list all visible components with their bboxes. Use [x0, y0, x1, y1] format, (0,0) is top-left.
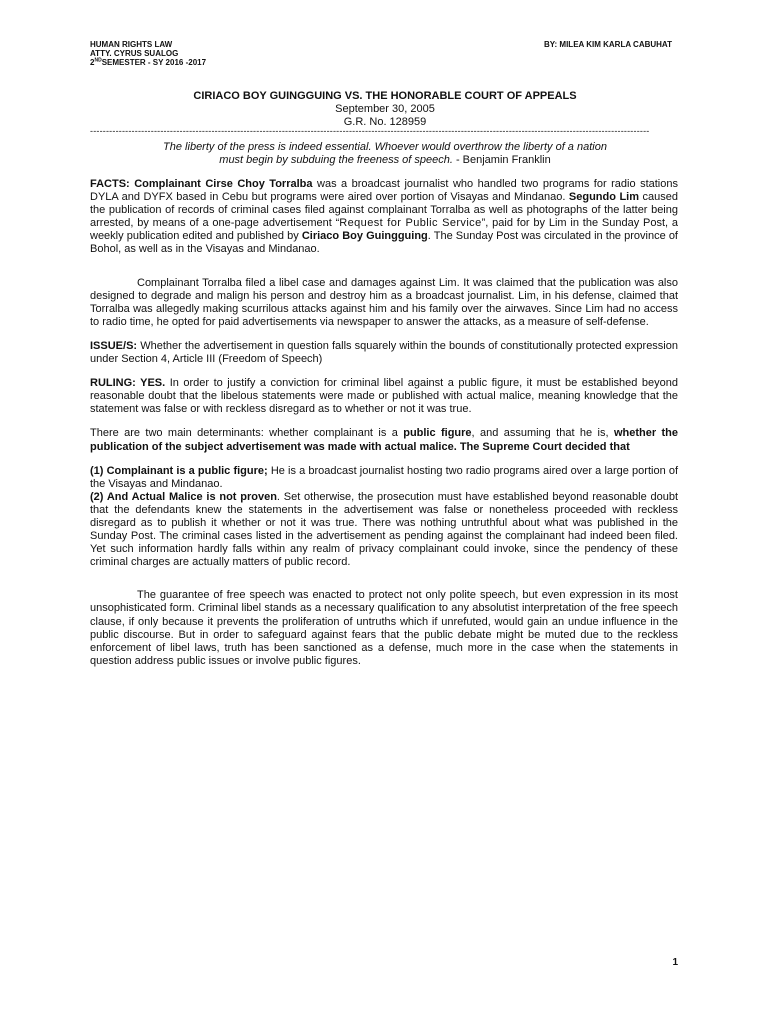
determinants-text-3: whether the publication of the subject advertisement was made with actual malice. The Supreme Court decided that — [90, 427, 678, 453]
semester-number: 2 — [90, 58, 95, 67]
determinants-text-1: There are two main determinants: whether complainant is a — [90, 427, 404, 440]
professor-name: ATTY. CYRUS SUALOG — [90, 49, 179, 58]
document-body — [90, 178, 678, 679]
issue-label: ISSUE/S: — [90, 339, 138, 352]
facts-text-2: caused the publication of records of criminal cases filed against complainant Torralba as well as photographs of the latter being arrested, by means of a one-page advertisement “ — [90, 191, 678, 230]
issue-paragraph — [90, 340, 678, 366]
facts-ciriaco: Ciriaco Boy Guingguing — [301, 230, 428, 243]
ruling-items — [90, 465, 678, 570]
determinants-text-2: , and assuming that he is, — [471, 427, 614, 440]
free-speech-paragraph: The guarantee of free speech was enacted to protect not only polite speech, but even expression in its most unsophisticated form. Criminal libel stands as a necessary qualification to any absolutist interpretation of the free speech clause, if only because it prevents the proliferation of untruths which if unrefuted, would gain an undue influence in the public discourse. But in order to safeguard against fears that the public debate might be muted due to the reckless enforcement of libel laws, truth has been sanctioned as a defense, much more in the case when the statements in question address public issues or involve public figures. — [90, 589, 678, 667]
semester-suffix: ND — [94, 57, 102, 64]
facts-text-4: . The Sunday Post was circulated in the province of Bohol, as well as in the Visayas and Mindanao. — [90, 230, 678, 256]
issue-text: Whether the advertisement in question falls squarely within the bounds of constitutionally protected expression under Section 4, Article III (Freedom of Speech) — [90, 339, 678, 366]
facts-lim: Segundo Lim — [568, 191, 640, 204]
dashed-divider: ------------------------------------------------------------------------------------------------------------------------------------------------------------------------------- — [90, 126, 650, 136]
item-1-label: (1) Complainant is a public figure; — [90, 464, 268, 477]
semester-text: SEMESTER - SY 2016 -2017 — [101, 58, 207, 67]
facts-text-3: ”, paid for by Lim in the Sunday Post, a weekly publication edited and published by — [90, 217, 679, 243]
item-2-label: (2) And Actual Malice is not proven — [90, 490, 277, 503]
facts-paragraph — [90, 178, 678, 257]
page-number: 1 — [672, 957, 678, 968]
item-1-text: He is a broadcast journalist hosting two radio programs aired over a large portion of the Visayas and Mindanao. — [90, 464, 678, 490]
facts-paragraph-2: Complainant Torralba filed a libel case and damages against Lim. It was claimed that the publication was also designed to degrade and malign his person and destroy him as a broadcast journalist. Lim, in his defense, claimed that Torralba was allegedly making scurrilous attacks against him and his family over the airwaves. Since Lim had no access to radio time, he opted for paid advertisements via newspaper to answer the attacks, as a measure of self-defense. — [90, 276, 678, 328]
author-byline: BY: MILEA KIM KARLA CABUHAT — [544, 40, 672, 49]
ruling-paragraph — [90, 377, 678, 416]
epigraph — [90, 141, 680, 167]
quote-line-2: must begin by subduing the freeness of speech. — [219, 154, 453, 166]
case-date: September 30, 2005 — [335, 103, 435, 115]
determinants-public-figure: public figure — [403, 427, 472, 440]
facts-service-title: Request for Public Service — [339, 217, 482, 230]
case-title-block — [90, 90, 680, 129]
case-title: CIRIACO BOY GUINGGUING VS. THE HONORABLE COURT OF APPEALS — [193, 90, 577, 102]
quote-attribution: - Benjamin Franklin — [452, 154, 551, 166]
facts-text-1: was a broadcast journalist who handled two programs for radio stations DYLA and DYFX based in Cebu but programs were aired over portion of Visayas and Mindanao. — [90, 178, 678, 204]
facts-complainant: Complainant Cirse Choy Torralba — [129, 178, 313, 190]
course-name: HUMAN RIGHTS LAW — [90, 40, 173, 49]
ruling-text: In order to justify a conviction for criminal libel against a public figure, it must be established beyond reasonable doubt that the libelous statements were made or published with actual malice, meaning knowledge that the statement was false or with reckless disregard as to whether or not it was true. — [90, 377, 678, 416]
header-left — [90, 40, 206, 67]
case-gr-number: G.R. No. 128959 — [343, 116, 427, 128]
item-2-text: . Set otherwise, the prosecution must have established beyond reasonable doubt that the defendants knew the statements in the advertisement was false or nonetheless proceeded with reckless disregard as to publish it whether or not it was true. There was nothing untruthful about what was published in the Sunday Post. The criminal cases listed in the advertisement as pending against the complainant had indeed been filed. Yet such information hardly falls within any realm of privacy complainant could invoke, since the pendency of these criminal charges are actually matters of public record. — [90, 490, 679, 569]
semester-info — [90, 58, 206, 67]
determinants-paragraph — [90, 427, 678, 453]
quote-line-1: The liberty of the press is indeed essential. Whoever would overthrow the liberty of a nation — [163, 141, 607, 153]
ruling-label: RULING: YES. — [90, 377, 166, 390]
facts-label: FACTS: — [90, 178, 130, 190]
